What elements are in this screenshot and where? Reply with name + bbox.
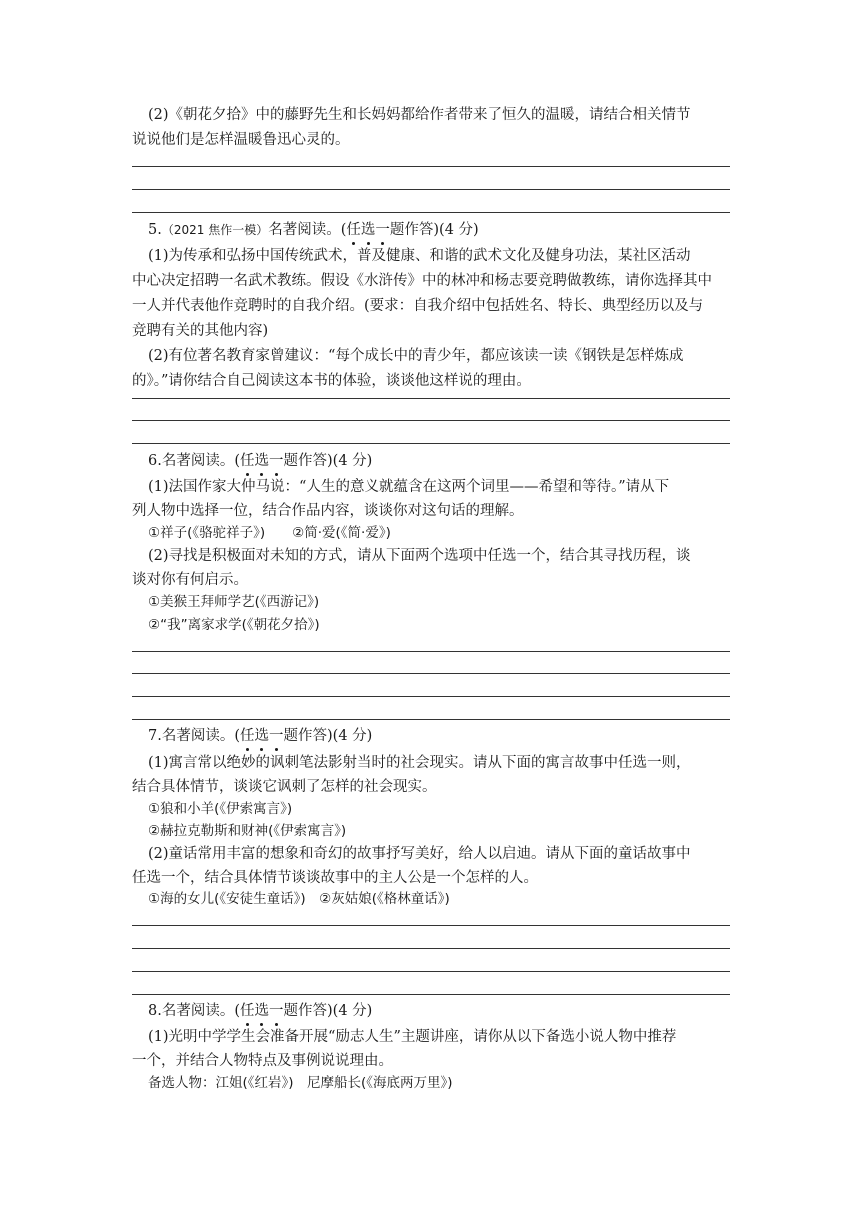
q5-part1-line4: 竞聘有关的其他内容) [132, 323, 269, 339]
emphasis-char: 一 [269, 450, 284, 472]
answer-line [132, 971, 730, 972]
q6-part1-line1: (1)法国作家大仲马说：“人生的意义就蕴含在这两个词里——希望和等待。”请从下 [148, 479, 670, 495]
q5-part1-line3: 一人并代表他作竞聘时的自我介绍。(要求：自我介绍中包括姓名、特长、典型经历以及与 [132, 298, 704, 314]
q5-part2-line1: (2)有位著名教育家曾建议：“每个成长中的青少年，都应该读一读《钢铁是怎样炼成 [148, 348, 684, 364]
q8-part1-line2: 一个，并结合人物特点及事例说说理由。 [132, 1053, 393, 1069]
q7-part2-options: ①海的女儿(《安徒生童话》) ②灰姑娘(《格林童话》) [148, 891, 450, 907]
q7-part2-line1: (2)童话常用丰富的想象和奇幻的故事抒写美好，给人以启迪。请从下面的童话故事中 [148, 846, 691, 862]
emphasis-char: 选 [361, 219, 376, 241]
q5-number: 5. [148, 222, 162, 238]
q7-part1-option2: ②赫拉克勒斯和财神(《伊索寓言》) [148, 823, 347, 839]
q8-part1-line1: (1)光明中学学生会准备开展“励志人生”主题讲座，请你从以下备选小说人物中推荐 [148, 1029, 677, 1045]
q7-part1-line2: 结合具体情节，谈谈它讽刺了怎样的社会现实。 [132, 779, 437, 795]
q5-part2-line2: 的》。”请你结合自己阅读这本书的体验，谈谈他这样说的理由。 [132, 373, 531, 389]
emphasis-char: 选 [255, 1000, 270, 1022]
q7-part1-line1: (1)寓言常以绝妙的讽刺笔法影射当时的社会现实。请从下面的寓言故事中任选一则， [148, 755, 691, 771]
q7-part1-option1: ①狼和小羊(《伊索寓言》) [148, 801, 293, 817]
emphasis-char: 任 [240, 450, 255, 472]
answer-line [132, 651, 730, 652]
answer-line [132, 443, 730, 444]
answer-line [132, 398, 730, 399]
answer-line [132, 673, 730, 674]
emphasis-char: 选 [255, 450, 270, 472]
q4-part2-line1: (2)《朝花夕拾》中的藤野先生和长妈妈都给作者带来了恒久的温暖，请结合相关情节 [148, 107, 691, 123]
q7-part2-line2: 任选一个，结合具体情节谈谈故事中的主人公是一个怎样的人。 [132, 870, 538, 886]
q8-part1-options: 备选人物：江姐(《红岩》) 尼摩船长(《海底两万里》) [148, 1075, 453, 1091]
q5-part1-line2: 中心决定招聘一名武术教练。假设《水浒传》中的林冲和杨志要竞聘做教练，请你选择其中 [132, 273, 712, 289]
emphasis-char: 任 [346, 219, 361, 241]
q6-part2-line2: 谈对你有何启示。 [132, 572, 248, 588]
answer-line [132, 948, 730, 949]
emphasis-char: 任 [240, 1000, 255, 1022]
q5-part1-line1: (1)为传承和弘扬中国传统武术，普及健康、和谐的武术文化及健身功法，某社区活动 [148, 248, 691, 264]
emphasis-char: 选 [255, 725, 270, 747]
answer-line [132, 719, 730, 720]
emphasis-char: 一 [269, 725, 284, 747]
answer-line [132, 994, 730, 995]
q6-part2-option2: ②“我”离家求学(《朝花夕拾》) [148, 617, 320, 633]
answer-line [132, 166, 730, 167]
answer-line [132, 420, 730, 421]
emphasis-char: 一 [375, 219, 390, 241]
q6-title: 6.名著阅读。(任选一题作答)(4 分) [148, 450, 748, 472]
answer-line [132, 212, 730, 213]
answer-line [132, 189, 730, 190]
q6-part1-options: ①祥子(《骆驼祥子》) ②简·爱(《简·爱》) [148, 525, 391, 541]
answer-line [132, 696, 730, 697]
q7-title: 7.名著阅读。(任选一题作答)(4 分) [148, 725, 748, 747]
q4-part2-line2: 说说他们是怎样温暖鲁迅心灵的。 [132, 132, 350, 148]
q8-title: 8.名著阅读。(任选一题作答)(4 分) [148, 1000, 748, 1022]
emphasis-char: 任 [240, 725, 255, 747]
q6-part2-option1: ①美猴王拜师学艺(《西游记》) [148, 594, 320, 610]
q6-part1-line2: 列人物中选择一位，结合作品内容，谈谈你对这句话的理解。 [132, 503, 524, 519]
emphasis-char: 一 [269, 1000, 284, 1022]
q6-part2-line1: (2)寻找是积极面对未知的方式，请从下面两个选项中任选一个，结合其寻找历程，谈 [148, 548, 691, 564]
answer-line [132, 925, 730, 926]
q5-source: （2021 焦作一模） [161, 223, 269, 237]
q5-title: 5.（2021 焦作一模）名著阅读。(任选一题作答)(4 分) [148, 219, 748, 241]
